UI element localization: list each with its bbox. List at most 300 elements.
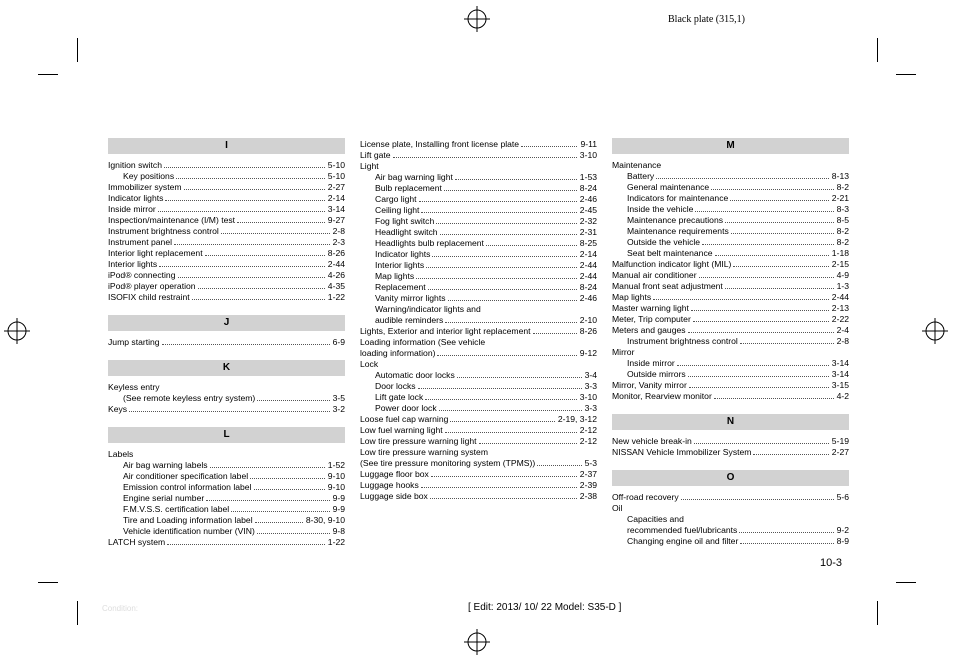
index-subentry — [108, 515, 345, 526]
index-entry — [108, 193, 345, 204]
page-reference: 9-27 — [327, 215, 345, 225]
section-header: O — [612, 470, 849, 486]
page-reference: 3-3 — [584, 403, 597, 413]
page-reference: 2-44 — [579, 271, 597, 281]
section-gap — [108, 348, 345, 360]
page-reference: 2-8 — [836, 336, 849, 346]
index-entry — [360, 436, 597, 447]
entry-text: Vanity mirror lights — [375, 293, 446, 303]
crop-mark — [877, 601, 878, 625]
entry-text: Cargo light — [375, 194, 417, 204]
entry-text: Manual air conditioner — [612, 270, 697, 280]
entry-text: Low tire pressure warning light — [360, 436, 477, 446]
page-reference: 2-12 — [579, 425, 597, 435]
index-subentry — [360, 315, 597, 326]
dot-leader — [699, 277, 834, 278]
section-header: L — [108, 427, 345, 443]
index-entry — [360, 161, 597, 172]
page-reference: 9-10 — [327, 482, 345, 492]
dot-leader — [681, 499, 834, 500]
dot-leader — [430, 498, 577, 499]
dot-leader — [174, 244, 330, 245]
page-reference: 1-52 — [327, 460, 345, 470]
index-column-1 — [108, 138, 345, 548]
page-reference: 3-15 — [831, 380, 849, 390]
index-subentry — [108, 526, 345, 537]
page-reference: 3-14 — [831, 369, 849, 379]
entry-text: Inside the vehicle — [627, 204, 694, 214]
entry-text: Lift gate — [360, 150, 391, 160]
index-subentry — [612, 358, 849, 369]
dot-leader — [164, 167, 325, 168]
entry-text: Interior light replacement — [108, 248, 203, 258]
page-reference: 8-2 — [836, 182, 849, 192]
index-subentry — [108, 493, 345, 504]
page-reference: 5-6 — [836, 492, 849, 502]
entry-text: License plate, Installing front license plate — [360, 139, 520, 149]
dot-leader — [677, 365, 829, 366]
index-entry — [108, 281, 345, 292]
page-reference: 2-44 — [327, 259, 345, 269]
page-reference: 5-19 — [831, 436, 849, 446]
index-column-2 — [360, 139, 597, 502]
entry-text: Ceiling light — [375, 205, 420, 215]
entry-text: Low fuel warning light — [360, 425, 443, 435]
dot-leader — [416, 278, 577, 279]
page-reference: 2-32 — [579, 216, 597, 226]
index-entry — [360, 414, 597, 425]
page-reference: 9-2 — [836, 525, 849, 535]
dot-leader — [167, 544, 325, 545]
index-entry — [108, 337, 345, 348]
index-subentry — [360, 271, 597, 282]
section-header: I — [108, 138, 345, 154]
page-reference: 8-2 — [836, 226, 849, 236]
section-header: J — [108, 315, 345, 331]
entry-text: New vehicle break-in — [612, 436, 692, 446]
page-reference: 9-9 — [332, 504, 345, 514]
index-subentry — [360, 304, 597, 315]
page-reference: 2-38 — [579, 491, 597, 501]
page-reference: 2-8 — [332, 226, 345, 236]
index-entry — [612, 270, 849, 281]
page-reference: 3-5 — [332, 393, 345, 403]
entry-text: Inside mirror — [627, 358, 675, 368]
dot-leader — [205, 255, 325, 256]
page-reference: 1-22 — [327, 292, 345, 302]
dot-leader — [688, 332, 834, 333]
entry-text: LATCH system — [108, 537, 166, 547]
entry-text: ISOFIX child restraint — [108, 292, 190, 302]
entry-text: (See remote keyless entry system) — [123, 393, 256, 403]
page-reference: 2-14 — [579, 249, 597, 259]
entry-text: Key positions — [123, 171, 175, 181]
index-entry — [612, 380, 849, 391]
entry-text: Map lights — [612, 292, 652, 302]
entry-text: Loading information (See vehicle — [360, 337, 486, 347]
entry-text: Changing engine oil and filter — [627, 536, 739, 546]
page-reference: 3-3 — [584, 381, 597, 391]
entry-text: loading information) — [360, 348, 436, 358]
condition-label: Condition: — [102, 604, 139, 613]
entry-text: Light — [360, 161, 379, 171]
entry-text: Labels — [108, 449, 134, 459]
entry-text: Headlight switch — [375, 227, 438, 237]
entry-text: Tire and Loading information label — [123, 515, 253, 525]
index-subentry — [360, 249, 597, 260]
dot-leader — [129, 411, 329, 412]
dot-leader — [421, 212, 576, 213]
dot-leader — [206, 500, 329, 501]
dot-leader — [448, 300, 577, 301]
index-entry — [360, 326, 597, 337]
dot-leader — [689, 387, 829, 388]
entry-text: NISSAN Vehicle Immobilizer System — [612, 447, 752, 457]
entry-text: Air bag warning light — [375, 172, 453, 182]
entry-text: Interior lights — [375, 260, 425, 270]
crop-mark — [896, 582, 916, 583]
page-reference: 3-14 — [831, 358, 849, 368]
dot-leader — [436, 223, 577, 224]
index-entry — [360, 491, 597, 502]
page-reference: 3-14 — [327, 204, 345, 214]
page-reference: 8-9 — [836, 536, 849, 546]
dot-leader — [733, 266, 828, 267]
index-entry — [612, 391, 849, 402]
entry-text: Meter, Trip computer — [612, 314, 691, 324]
index-entry — [612, 160, 849, 171]
entry-text: Mirror — [612, 347, 635, 357]
dot-leader — [479, 443, 577, 444]
page-reference: 3-10 — [579, 392, 597, 402]
index-subentry — [360, 260, 597, 271]
page-reference: 1-53 — [579, 172, 597, 182]
dot-leader — [165, 200, 324, 201]
dot-leader — [693, 321, 829, 322]
entry-text: Low tire pressure warning system — [360, 447, 488, 457]
entry-text: Indicators for maintenance — [627, 193, 729, 203]
index-entry — [108, 259, 345, 270]
index-entry — [612, 281, 849, 292]
registration-mark-icon — [4, 318, 30, 344]
dot-leader — [711, 189, 833, 190]
page-reference: 2-4 — [836, 325, 849, 335]
index-subentry — [360, 293, 597, 304]
index-entry — [612, 314, 849, 325]
entry-text: Seat belt maintenance — [627, 248, 713, 258]
entry-text: Automatic door locks — [375, 370, 455, 380]
index-entry — [108, 160, 345, 171]
page-reference: 2-46 — [579, 194, 597, 204]
page-reference: 8-30, 9-10 — [305, 515, 345, 525]
page-reference: 2-12 — [579, 436, 597, 446]
dot-leader — [533, 333, 577, 334]
entry-text: Lift gate lock — [375, 392, 424, 402]
index-subentry — [612, 369, 849, 380]
dot-leader — [715, 255, 829, 256]
index-entry — [360, 447, 597, 458]
entry-text: Battery — [627, 171, 655, 181]
index-subentry — [360, 172, 597, 183]
dot-leader — [725, 288, 834, 289]
dot-leader — [221, 233, 330, 234]
page-reference: 4-26 — [327, 270, 345, 280]
dot-leader — [731, 233, 834, 234]
dot-leader — [393, 157, 577, 158]
dot-leader — [237, 222, 325, 223]
entry-text: Inspection/maintenance (I/M) test — [108, 215, 236, 225]
dot-leader — [457, 377, 582, 378]
index-entry — [612, 492, 849, 503]
index-column-3 — [612, 138, 849, 547]
dot-leader — [753, 454, 828, 455]
entry-text: Off-road recovery — [612, 492, 679, 502]
index-entry — [360, 425, 597, 436]
dot-leader — [740, 543, 833, 544]
dot-leader — [653, 299, 829, 300]
page-reference: 8-13 — [831, 171, 849, 181]
index-subentry — [612, 248, 849, 259]
index-subentry — [360, 392, 597, 403]
index-entry — [108, 182, 345, 193]
crop-mark — [77, 601, 78, 625]
dot-leader — [419, 201, 577, 202]
page-reference: 8-26 — [579, 326, 597, 336]
entry-text: Keys — [108, 404, 128, 414]
index-subentry — [612, 237, 849, 248]
dot-leader — [210, 467, 325, 468]
dot-leader — [740, 343, 834, 344]
entry-text: Mirror, Vanity mirror — [612, 380, 687, 390]
page-reference: 9-12 — [579, 348, 597, 358]
page-reference: 8-26 — [327, 248, 345, 258]
index-subentry — [612, 204, 849, 215]
index-entry — [108, 537, 345, 548]
entry-text: Interior lights — [108, 259, 158, 269]
page-reference: 2-27 — [327, 182, 345, 192]
entry-text: Meters and gauges — [612, 325, 686, 335]
crop-mark — [896, 74, 916, 75]
dot-leader — [537, 465, 581, 466]
crop-mark — [77, 38, 78, 62]
page-reference: 3-10 — [579, 150, 597, 160]
index-subentry — [612, 193, 849, 204]
index-entry — [360, 150, 597, 161]
index-entry — [360, 458, 597, 469]
entry-text: Engine serial number — [123, 493, 205, 503]
index-subentry — [360, 238, 597, 249]
section-header: K — [108, 360, 345, 376]
index-subentry — [108, 471, 345, 482]
page-reference: 9-9 — [332, 493, 345, 503]
index-entry — [108, 404, 345, 415]
registration-mark-icon — [464, 6, 490, 32]
index-entry — [108, 204, 345, 215]
dot-leader — [694, 443, 829, 444]
entry-text: Inside mirror — [108, 204, 156, 214]
dot-leader — [198, 288, 325, 289]
dot-leader — [714, 398, 834, 399]
section-gap — [612, 458, 849, 470]
page-reference: 8-25 — [579, 238, 597, 248]
index-entry — [360, 359, 597, 370]
entry-text: Instrument brightness control — [108, 226, 219, 236]
index-entry — [612, 436, 849, 447]
page-reference: 4-9 — [836, 270, 849, 280]
index-entry — [612, 503, 849, 514]
dot-leader — [428, 289, 577, 290]
index-subentry — [108, 504, 345, 515]
entry-text: Keyless entry — [108, 382, 160, 392]
index-entry — [108, 226, 345, 237]
dot-leader — [455, 179, 577, 180]
dot-leader — [421, 487, 577, 488]
entry-text: Power door lock — [375, 403, 437, 413]
page-reference: 9-11 — [580, 139, 597, 149]
entry-text: Instrument panel — [108, 237, 173, 247]
entry-text: Lock — [360, 359, 379, 369]
entry-text: Emission control information label — [123, 482, 252, 492]
dot-leader — [440, 234, 577, 235]
dot-leader — [254, 489, 325, 490]
section-gap — [612, 402, 849, 414]
dot-leader — [250, 478, 325, 479]
page-reference: 8-2 — [836, 237, 849, 247]
page-number: 10-3 — [820, 557, 843, 569]
dot-leader — [231, 511, 329, 512]
entry-text: Indicator lights — [375, 249, 431, 259]
entry-text: Instrument brightness control — [627, 336, 738, 346]
dot-leader — [176, 178, 325, 179]
page-reference: 9-10 — [327, 471, 345, 481]
page-reference: 1-22 — [327, 537, 345, 547]
dot-leader — [432, 256, 576, 257]
entry-text: audible reminders — [375, 315, 444, 325]
index-entry — [108, 237, 345, 248]
dot-leader — [450, 421, 554, 422]
page-reference: 2-10 — [579, 315, 597, 325]
entry-text: iPod® connecting — [108, 270, 176, 280]
index-subentry — [612, 336, 849, 347]
index-entry — [612, 447, 849, 458]
dot-leader — [257, 533, 330, 534]
page-reference: 2-44 — [579, 260, 597, 270]
dot-leader — [444, 190, 577, 191]
dot-leader — [486, 245, 577, 246]
dot-leader — [439, 410, 582, 411]
section-header: M — [612, 138, 849, 154]
page-reference: 8-5 — [836, 215, 849, 225]
page-reference: 3-4 — [584, 370, 597, 380]
entry-text: Lights, Exterior and interior light replacement — [360, 326, 531, 336]
dot-leader — [158, 211, 325, 212]
page-reference: 1-18 — [831, 248, 849, 258]
entry-text: Manual front seat adjustment — [612, 281, 723, 291]
entry-text: Outside mirrors — [627, 369, 686, 379]
entry-text: Maintenance — [612, 160, 662, 170]
entry-text: Oil — [612, 503, 623, 513]
index-entry — [612, 259, 849, 270]
index-entry — [108, 248, 345, 259]
entry-text: Air conditioner specification label — [123, 471, 249, 481]
index-entry — [108, 215, 345, 226]
index-entry — [612, 347, 849, 358]
crop-mark — [38, 74, 58, 75]
entry-text: Indicator lights — [108, 193, 164, 203]
dot-leader — [688, 376, 829, 377]
page-reference: 5-10 — [327, 171, 345, 181]
entry-text: recommended fuel/lubricants — [627, 525, 738, 535]
entry-text: Luggage floor box — [360, 469, 429, 479]
page-reference: 2-37 — [579, 469, 597, 479]
index-subentry — [612, 182, 849, 193]
entry-text: Ignition switch — [108, 160, 162, 170]
index-entry — [108, 292, 345, 303]
index-entry — [360, 348, 597, 359]
dot-leader — [426, 267, 577, 268]
entry-text: Replacement — [375, 282, 426, 292]
dot-leader — [184, 189, 325, 190]
index-subentry — [108, 171, 345, 182]
index-entry — [612, 303, 849, 314]
index-subentry — [360, 216, 597, 227]
index-subentry — [108, 482, 345, 493]
dot-leader — [192, 299, 325, 300]
entry-text: iPod® player operation — [108, 281, 196, 291]
page-reference: 2-21 — [831, 193, 849, 203]
page-reference: 8-24 — [579, 282, 597, 292]
index-entry — [360, 469, 597, 480]
dot-leader — [445, 432, 577, 433]
entry-text: Warning/indicator lights and — [375, 304, 481, 314]
page-reference: 2-19, 3-12 — [557, 414, 597, 424]
entry-text: Immobilizer system — [108, 182, 182, 192]
dot-leader — [725, 222, 834, 223]
plate-label: Black plate (315,1) — [668, 14, 745, 25]
registration-mark-icon — [922, 318, 948, 344]
section-gap — [108, 415, 345, 427]
dot-leader — [257, 400, 329, 401]
page-reference: 1-3 — [836, 281, 849, 291]
entry-text: Luggage side box — [360, 491, 428, 501]
index-entry — [360, 337, 597, 348]
index-subentry — [360, 194, 597, 205]
entry-text: Map lights — [375, 271, 415, 281]
page-reference: 6-9 — [332, 337, 345, 347]
index-subentry — [360, 183, 597, 194]
entry-text: Maintenance precautions — [627, 215, 724, 225]
entry-text: General maintenance — [627, 182, 710, 192]
dot-leader — [418, 388, 582, 389]
dot-leader — [730, 200, 829, 201]
entry-text: Monitor, Rearview monitor — [612, 391, 712, 401]
dot-leader — [739, 532, 833, 533]
section-gap — [108, 303, 345, 315]
dot-leader — [695, 211, 833, 212]
page-reference: 4-2 — [836, 391, 849, 401]
entry-text: Maintenance requirements — [627, 226, 729, 236]
page-reference: 9-8 — [332, 526, 345, 536]
index-subentry — [360, 370, 597, 381]
page-reference: 2-22 — [831, 314, 849, 324]
dot-leader — [702, 244, 833, 245]
crop-mark — [877, 38, 878, 62]
entry-text: Headlights bulb replacement — [375, 238, 484, 248]
page-reference: 2-27 — [831, 447, 849, 457]
index-subentry — [360, 205, 597, 216]
entry-text: Capacities and — [627, 514, 684, 524]
dot-leader — [255, 522, 303, 523]
